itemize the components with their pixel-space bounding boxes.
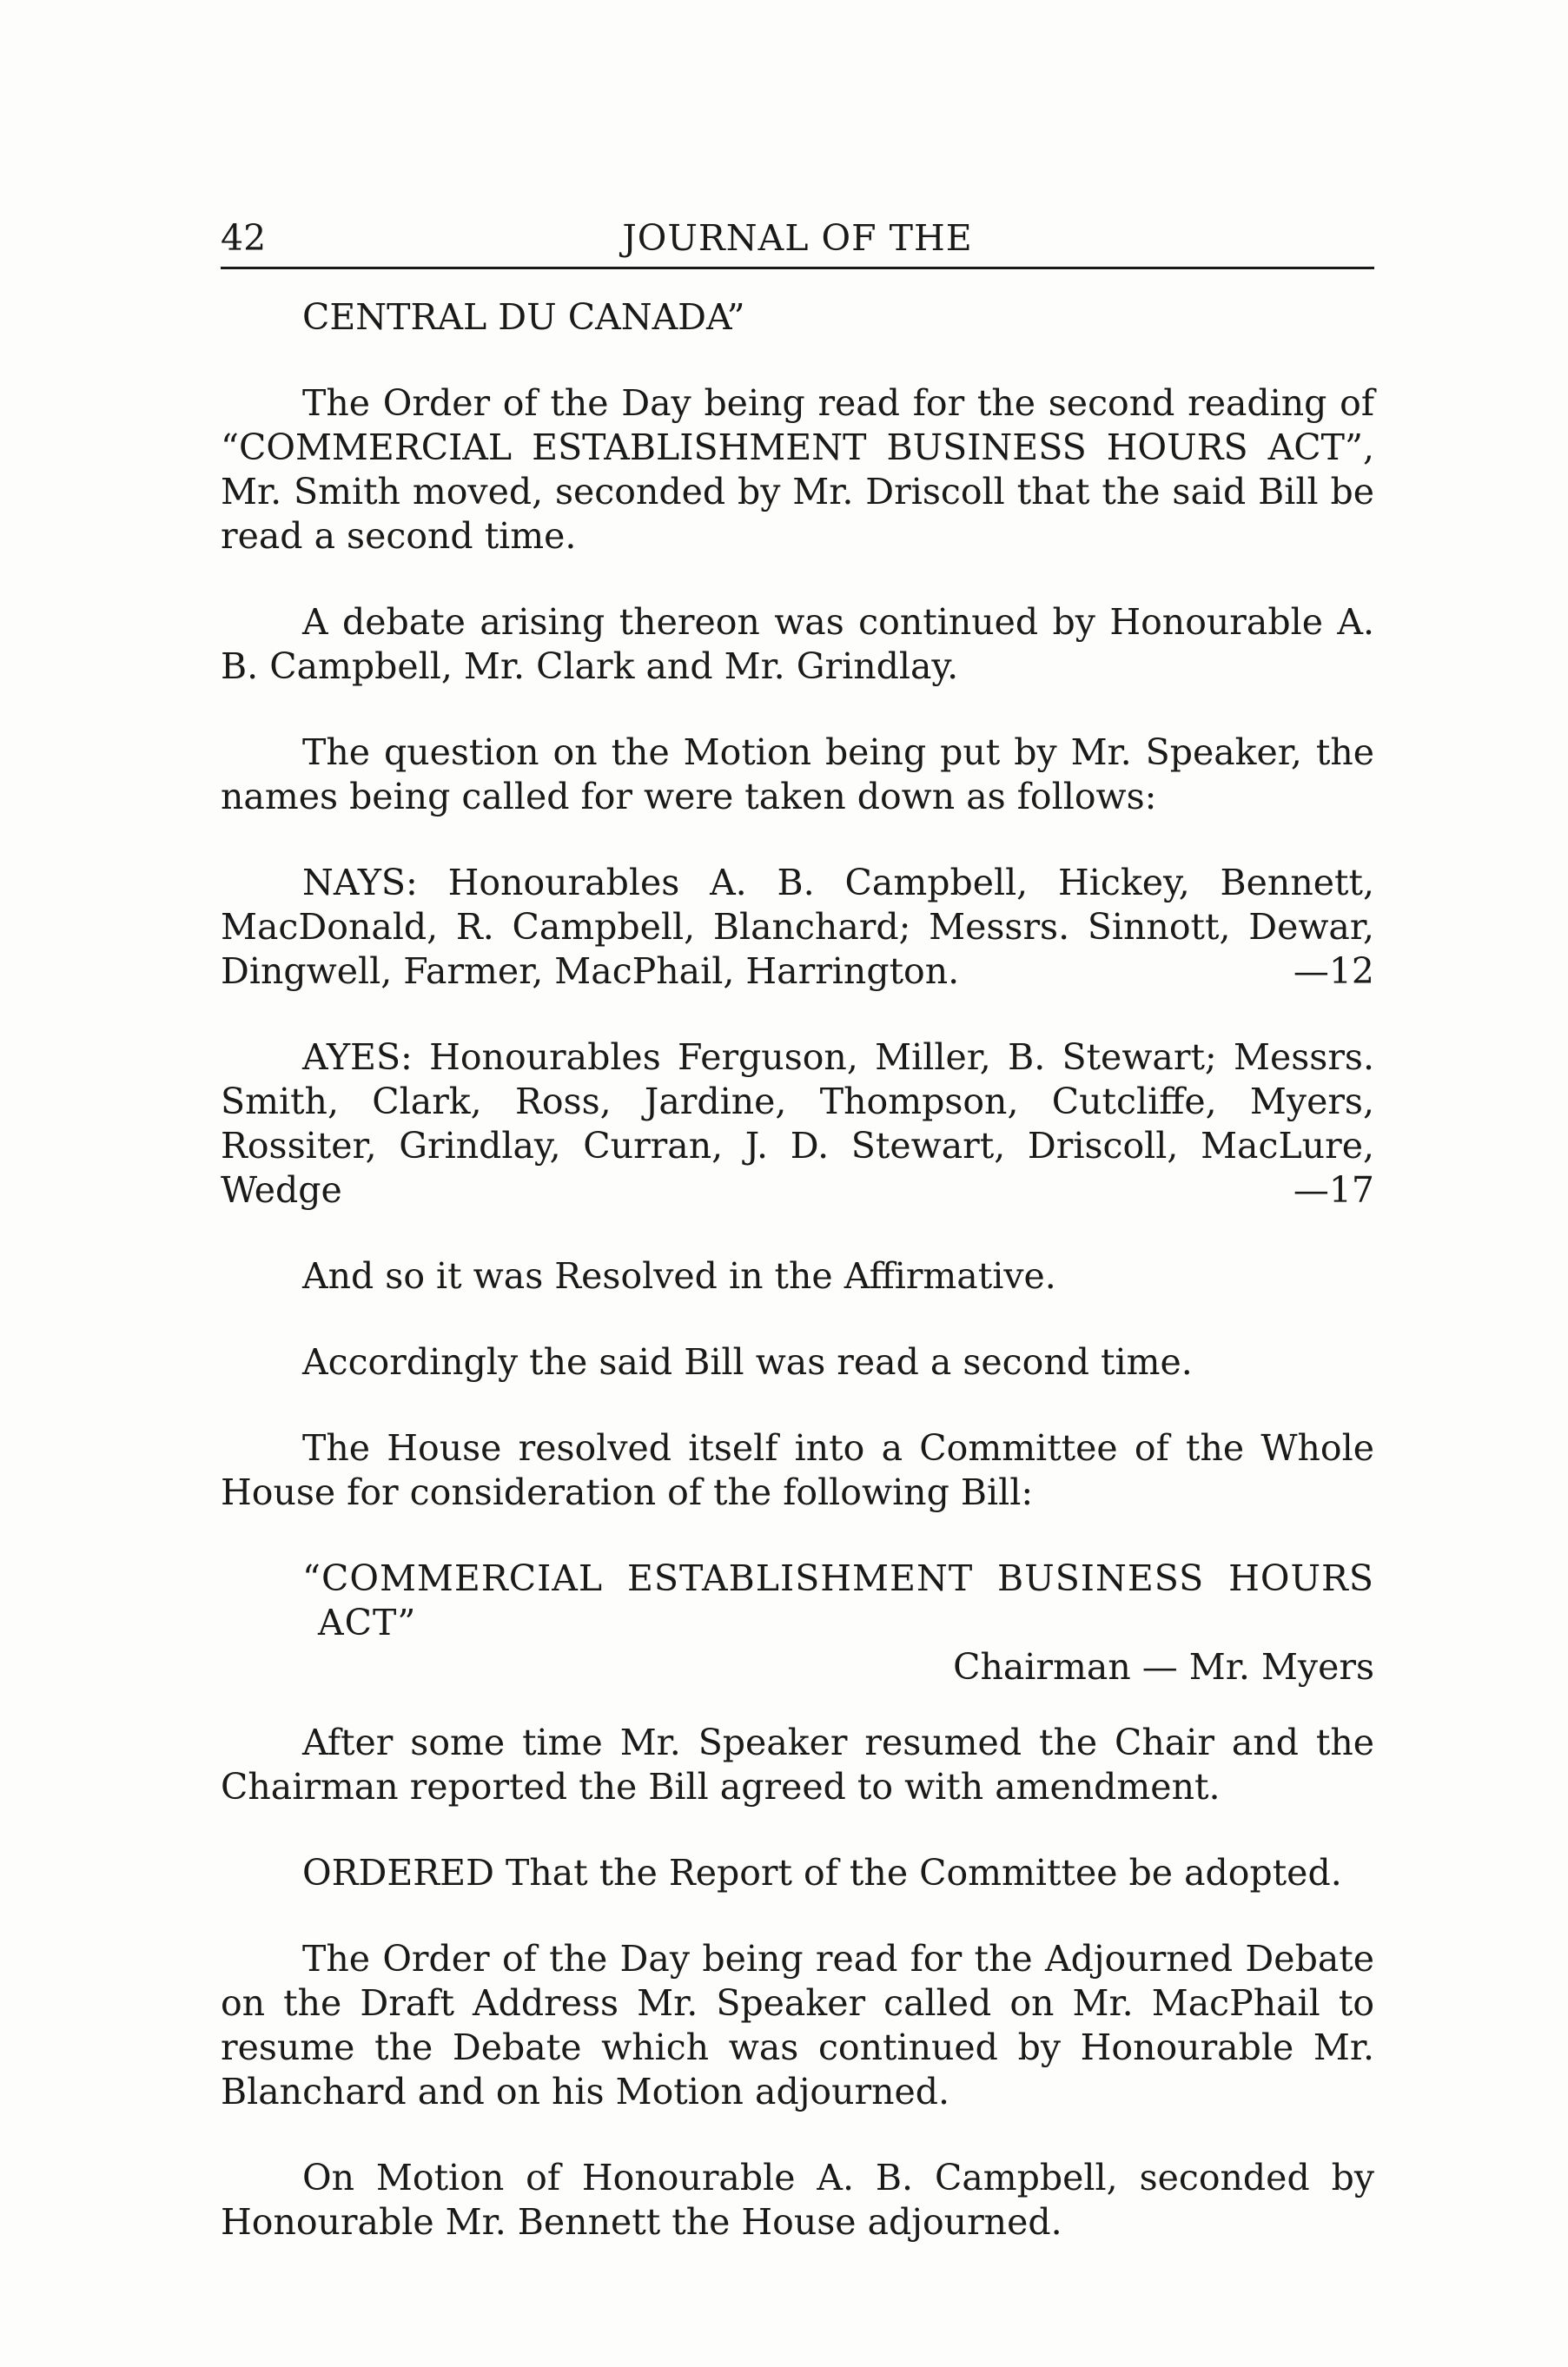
page-number: 42	[221, 217, 267, 259]
bill-title	[221, 1557, 1374, 1645]
ayes-names: AYES: Honourables Ferguson, Miller, B. Stewart; Messrs. Smith, Clark, Ross, Jardine, Thompson, Cutcliffe, Myers, Rossiter, Grindlay, Curran, J. D. Stewart, Driscoll, MacLure, Wedge	[221, 1036, 1374, 1211]
running-title: JOURNAL OF THE	[622, 217, 973, 259]
ayes-vote	[221, 1035, 1374, 1213]
paragraph-house-adjourned: On Motion of Honourable A. B. Campbell, seconded by Honourable Mr. Bennett the House adjourned.	[221, 2157, 1374, 2243]
paragraph-committee: The House resolved itself into a Committee of the Whole House for consideration of the following Bill:	[221, 1427, 1374, 1513]
chairman-line: Chairman — Mr. Myers	[953, 1646, 1374, 1688]
bill-title-line2: ACT”	[318, 1602, 417, 1643]
paragraph-ordered: ORDERED That the Report of the Committee be adopted.	[302, 1852, 1342, 1894]
page-body	[221, 295, 1374, 2286]
page-header	[221, 207, 1374, 269]
bill-title-word: HOURS	[1228, 1557, 1374, 1599]
paragraph-reported: After some time Mr. Speaker resumed the Chair and the Chairman reported the Bill agreed to with amendment.	[221, 1722, 1374, 1808]
ayes-count: —17	[1293, 1169, 1374, 1211]
paragraph-adjourned-debate: The Order of the Day being read for the Adjourned Debate on the Draft Address Mr. Speaker called on Mr. MacPhail to resume the Debate which was continued by Honourable Mr. Blanchard and on his Motion adjourned.	[221, 1938, 1374, 2112]
nays-count: —12	[1293, 950, 1374, 992]
continuation-line: CENTRAL DU CANADA”	[302, 296, 745, 338]
bill-title-word: BUSINESS	[997, 1557, 1205, 1599]
paragraph-debate: A debate arising thereon was continued by Honourable A. B. Campbell, Mr. Clark and Mr. Grindlay.	[221, 601, 1374, 687]
nays-names: NAYS: Honourables A. B. Campbell, Hickey, Bennett, MacDonald, R. Campbell, Blanchard; Messrs. Sinnott, Dewar, Dingwell, Farmer, MacPhail, Harrington.	[221, 862, 1374, 992]
bill-title-word: “COMMERCIAL	[302, 1557, 604, 1599]
paragraph-read-second: Accordingly the said Bill was read a second time.	[302, 1341, 1193, 1383]
paragraph-question: The question on the Motion being put by Mr. Speaker, the names being called for were taken down as follows:	[221, 731, 1374, 817]
paragraph-resolved: And so it was Resolved in the Affirmative.	[302, 1255, 1056, 1297]
bill-title-word: ESTABLISHMENT	[626, 1557, 974, 1599]
nays-vote	[221, 861, 1374, 994]
header-rule	[221, 267, 1374, 269]
paragraph-second-reading: The Order of the Day being read for the second reading of “COMMERCIAL ESTABLISHMENT BUSINESS HOURS ACT”, Mr. Smith moved, seconded by Mr. Driscoll that the said Bill be read a second time.	[221, 382, 1374, 557]
